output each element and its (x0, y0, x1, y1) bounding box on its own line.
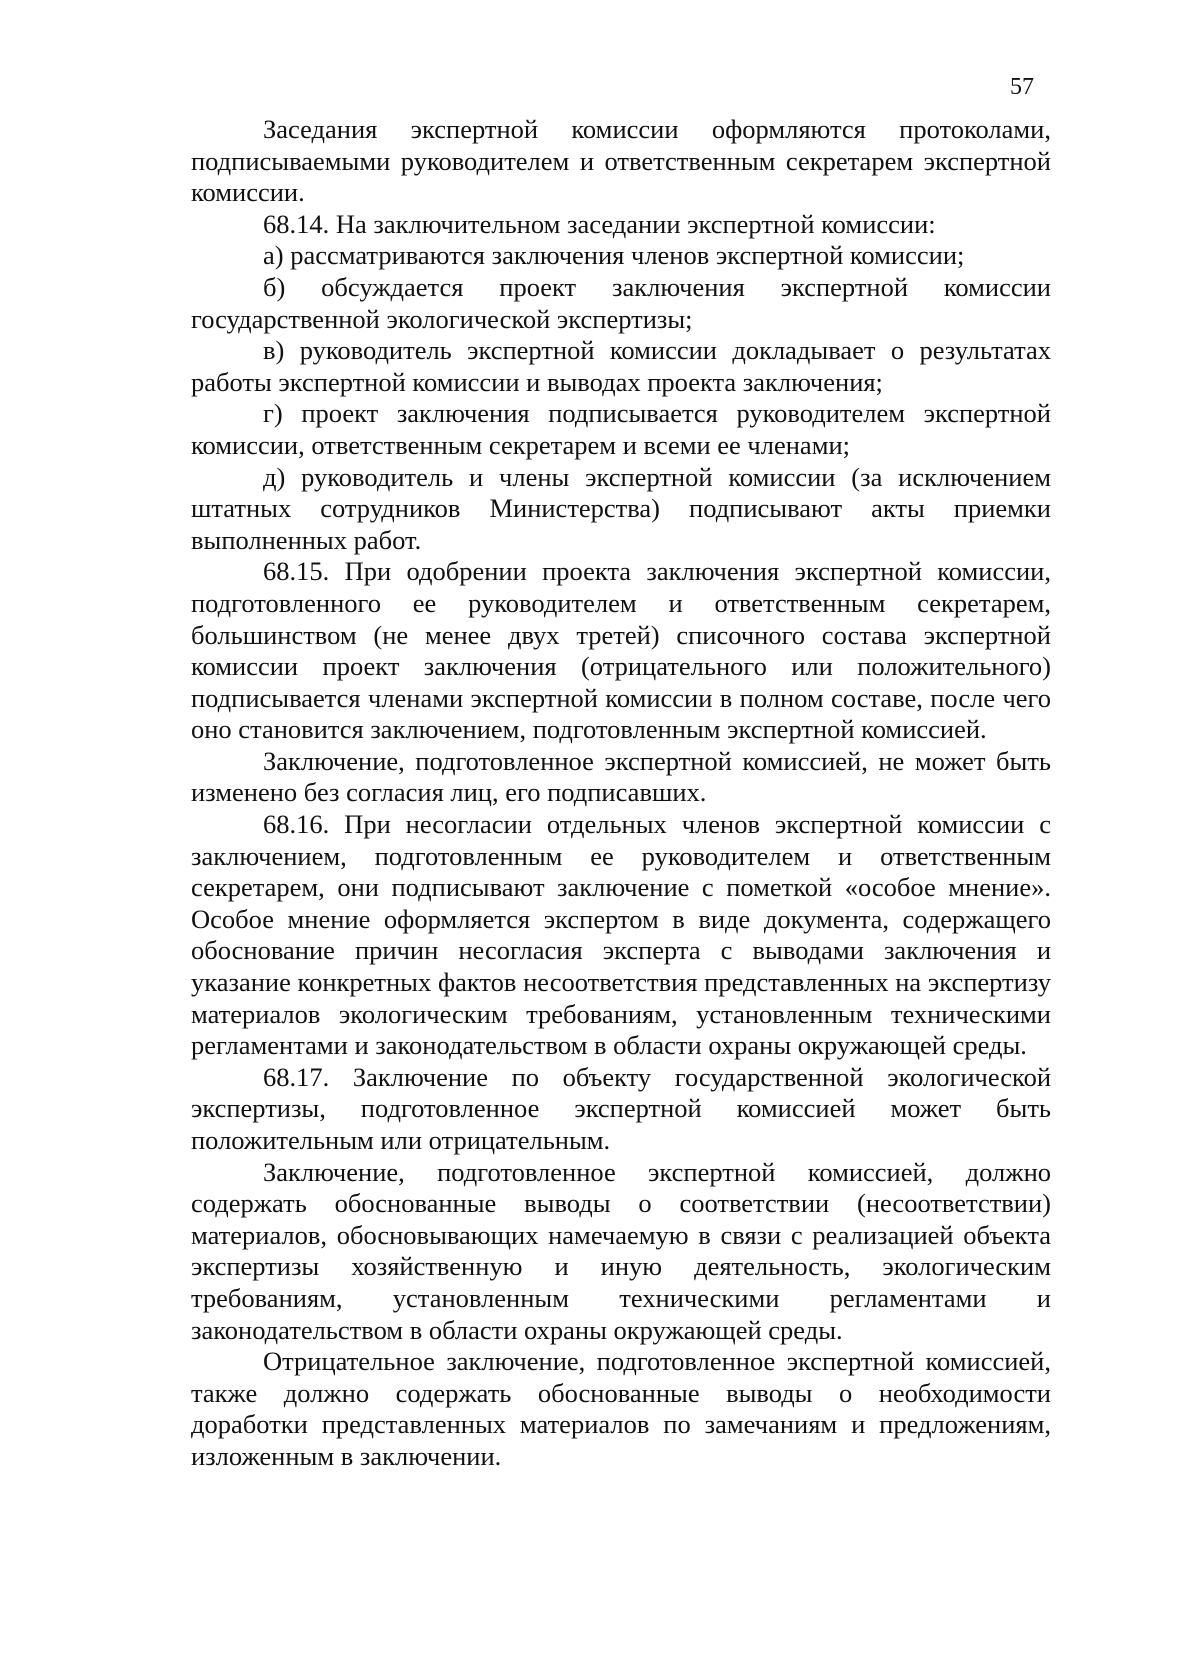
paragraph-68-16: 68.16. При несогласии отдельных членов экспертной комиссии с заключением, подготовленным ее руководителем и ответственным секретарем, они подписывают заключение с пометкой «особое мнение». Особое мнение оформляется экспертом в виде документа, содержащего обоснование причин несогласия эксперта с выводами заключения и указание конкретных фактов несоответствия представленных на экспертизу материалов экологическим требованиям, установленным техническими регламентами и законодательством в области охраны окружающей среды. (191, 809, 1051, 1061)
paragraph-68-15: 68.15. При одобрении проекта заключения экспертной комиссии, подготовленного ее руководителем и ответственным секретарем, большинством (не менее двух третей) списочного состава экспертной комиссии проект заключения (отрицательного или положительного) подписывается членами экспертной комиссии в полном составе, после чего оно становится заключением, подготовленным экспертной комиссией. (191, 556, 1051, 745)
paragraph-68-14-d: д) руководитель и члены экспертной комиссии (за исключением штатных сотрудников Министерства) подписывают акты приемки выполненных работ. (191, 461, 1051, 555)
paragraph-conclusion-content: Заключение, подготовленное экспертной комиссией, должно содержать обоснованные выводы о соответствии (несоответствии) материалов, обосновывающих намечаемую в связи с реализацией объекта экспертизы хозяйственную и иную деятельность, экологическим требованиям, установленным техническими регламентами и законодательством в области охраны окружающей среды. (191, 1156, 1051, 1345)
paragraph-68-17: 68.17. Заключение по объекту государственной экологической экспертизы, подготовленное экспертной комиссией может быть положительным или отрицательным. (191, 1061, 1051, 1155)
paragraph-68-14-g: г) проект заключения подписывается руководителем экспертной комиссии, ответственным секретарем и всеми ее членами; (191, 398, 1051, 460)
paragraph-meetings-protocols: Заседания экспертной комиссии оформляются протоколами, подписываемыми руководителем и ответственным секретарем экспертной комиссии. (191, 114, 1051, 208)
paragraph-68-14-v: в) руководитель экспертной комиссии докладывает о результатах работы экспертной комиссии и выводах проекта заключения; (191, 335, 1051, 397)
paragraph-68-14-a: а) рассматриваются заключения членов экспертной комиссии; (263, 240, 965, 271)
paragraph-68-14-b: б) обсуждается проект заключения экспертной комиссии государственной экологической экспертизы; (191, 271, 1051, 334)
paragraph-conclusion-unchangeable: Заключение, подготовленное экспертной комиссией, не может быть изменено без согласия лиц, его подписавших. (191, 745, 1051, 808)
page-number: 57 (1010, 74, 1034, 100)
paragraph-negative-conclusion: Отрицательное заключение, подготовленное экспертной комиссией, также должно содержать обоснованные выводы о необходимости доработки представленных материалов по замечаниям и предложениям, изложенным в заключении. (191, 1346, 1051, 1471)
document-body (191, 114, 1051, 1473)
paragraph-68-14: 68.14. На заключительном заседании экспертной комиссии: (263, 208, 936, 239)
